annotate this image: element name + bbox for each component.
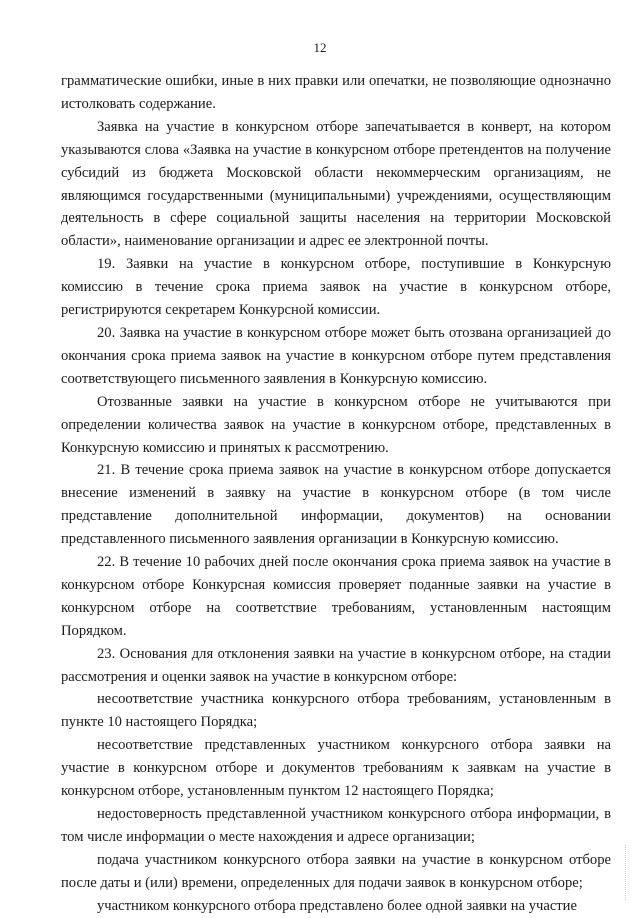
list-item-late-submission: подача участником конкурсного отбора заявки на участие в конкурсном отборе после даты и (или) времени, определенных для подачи заявок в конкурсном отборе; xyxy=(61,851,611,891)
paragraph-21: 21. В течение срока приема заявок на участие в конкурсном отборе допускается внесение изменений в заявку на участие в конкурсном отборе (в том числе представление дополнительной информации, документов) на основании представленного письменного заявления организации в Конкурсную комиссию. xyxy=(61,462,611,548)
paragraph-withdrawn: Отозванные заявки на участие в конкурсном отборе не учитываются при определении количества заявок на участие в конкурсном отборе, представленных в Конкурсную комиссию и принятых к рассмотрению. xyxy=(61,393,611,456)
paragraph-19: 19. Заявки на участие в конкурсном отборе, поступившие в Конкурсную комиссию в течение срока приема заявок на участие в конкурсном отборе, регистрируются секретарем Конкурсной комиссии. xyxy=(61,256,611,319)
list-item-multiple-applications: участником конкурсного отбора представлено более одной заявки на участие xyxy=(97,897,577,914)
list-item-requirements: несоответствие участника конкурсного отбора требованиям, установленным в пункте 10 настоящего Порядка; xyxy=(61,691,611,731)
paragraph-20: 20. Заявка на участие в конкурсном отборе может быть отозвана организацией до окончания срока приема заявок на участие в конкурсном отборе путем представления соответствующего письменного заявления в Конкурсную комиссию. xyxy=(61,324,611,387)
paragraph-continuation: грамматические ошибки, иные в них правки или опечатки, не позволяющие однозначно истолковать содержание. xyxy=(61,73,611,112)
paragraph-envelope: Заявка на участие в конкурсном отборе запечатывается в конверт, на котором указываются слова «Заявка на участие в конкурсном отборе претендентов на получение субсидий из бюджета Московской области некоммерческим организациям, не являющимся государственными (муниципальными) учреждениями, осуществляющим деятельность в сфере социальной защиты населения на территории Московской области», наименование организации и адрес ее электронной почты. xyxy=(61,118,611,250)
list-item-documents: несоответствие представленных участником конкурсного отбора заявки на участие в конкурсном отборе и документов требованиям к заявкам на участие в конкурсном отборе, установленным пунктом 12 настоящего Порядка; xyxy=(61,737,611,800)
page-number: 12 xyxy=(313,40,327,55)
paragraph-22: 22. В течение 10 рабочих дней после окончания срока приема заявок на участие в конкурсном отборе Конкурсная комиссия проверяет поданные заявки на участие в конкурсном отборе на соответствие требованиям, установленным настоящим Порядком. xyxy=(61,554,611,639)
margin-mark xyxy=(625,845,627,900)
document-body xyxy=(61,70,611,918)
paragraph-23: 23. Основания для отклонения заявки на участие в конкурсном отборе, на стадии рассмотрения и оценки заявок на участие в конкурсном отборе: xyxy=(61,645,611,685)
list-item-unreliable-info: недостоверность представленной участником конкурсного отбора информации, в том числе информации о месте нахождения и адресе организации; xyxy=(61,806,611,845)
